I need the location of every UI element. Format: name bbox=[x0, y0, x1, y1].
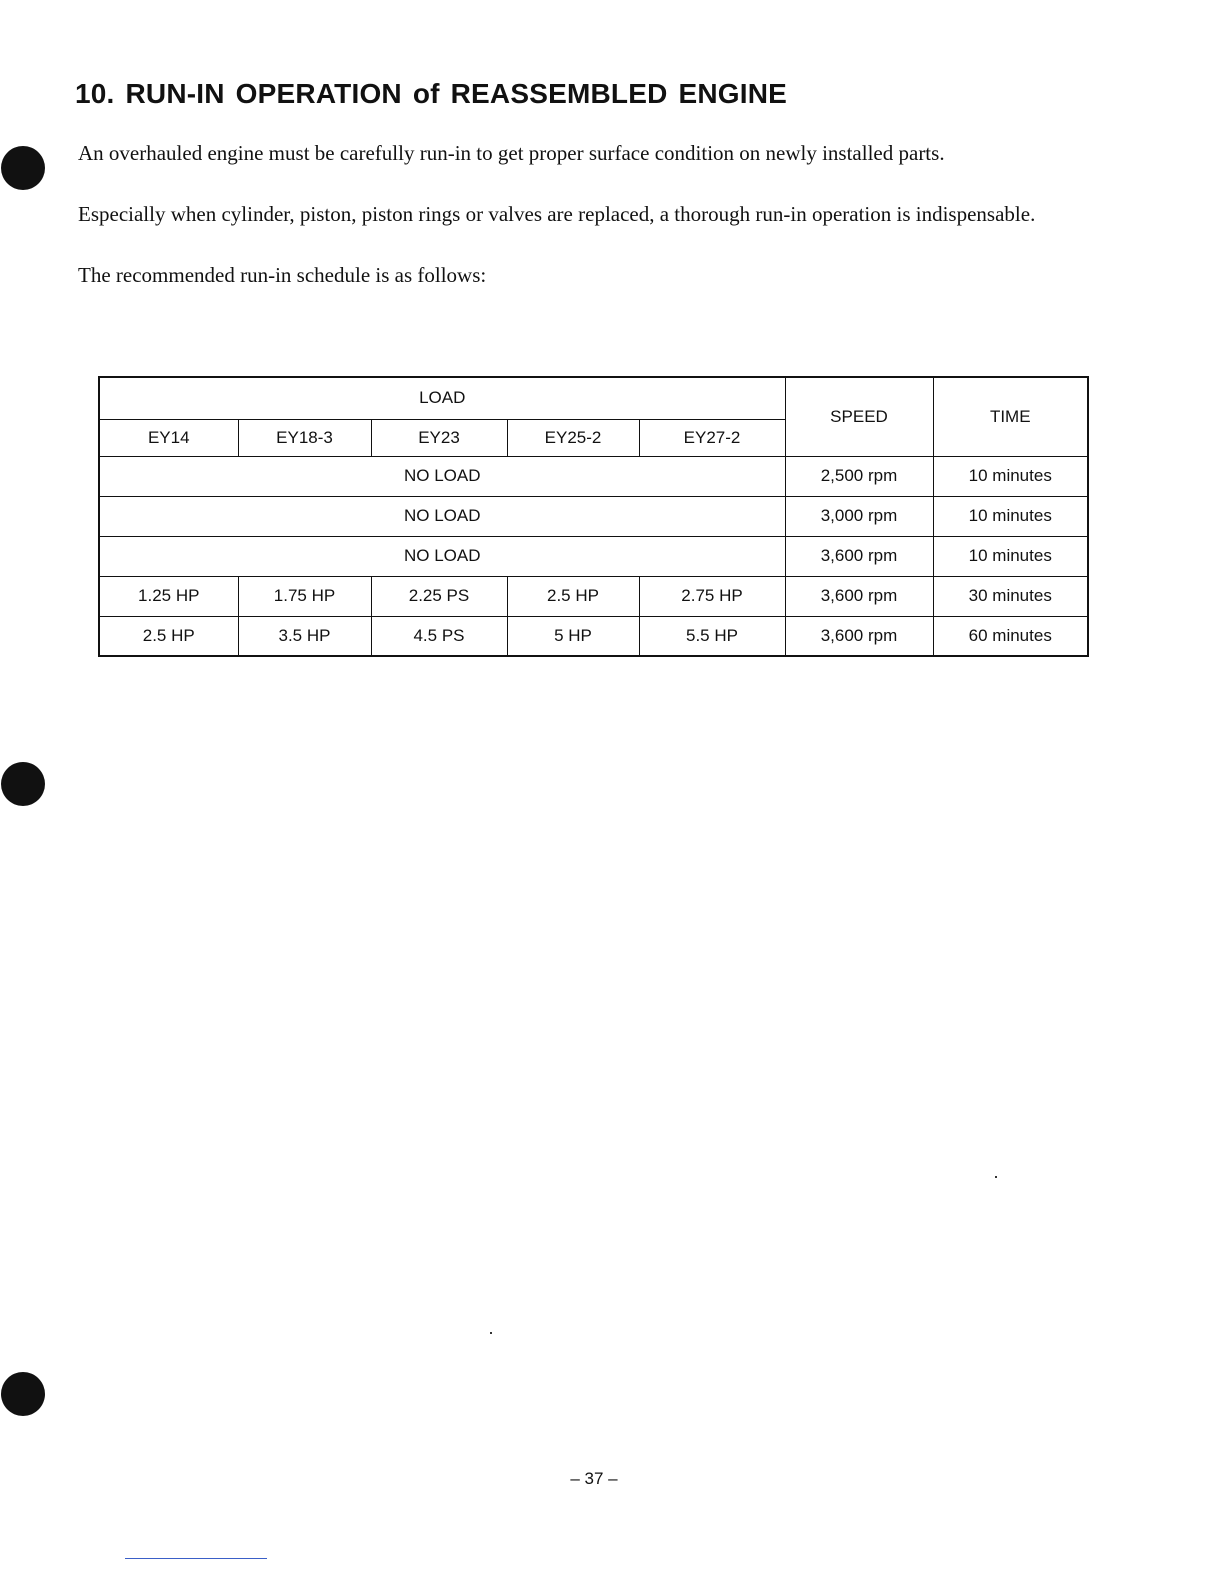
page-number: – 37 – bbox=[570, 1469, 618, 1488]
speed-cell: 2,500 rpm bbox=[785, 456, 933, 496]
paragraph-overhaul: An overhauled engine must be carefully run-in to get proper surface condition on newly installed parts. bbox=[78, 141, 945, 165]
load-value-cell: 1.75 HP bbox=[238, 576, 371, 616]
table-row bbox=[99, 616, 1088, 656]
model-header: EY23 bbox=[371, 419, 507, 456]
time-cell: 10 minutes bbox=[933, 456, 1088, 496]
binder-hole-top bbox=[1, 146, 45, 190]
load-value-cell: 5 HP bbox=[507, 616, 639, 656]
binder-hole-middle bbox=[1, 762, 45, 806]
speed-header: SPEED bbox=[785, 377, 933, 456]
scan-underline-mark bbox=[125, 1558, 267, 1559]
no-load-cell: NO LOAD bbox=[99, 456, 785, 496]
time-cell: 10 minutes bbox=[933, 536, 1088, 576]
scan-speck bbox=[995, 1176, 997, 1178]
scan-speck bbox=[490, 1332, 492, 1334]
time-cell: 60 minutes bbox=[933, 616, 1088, 656]
load-value-cell: 2.75 HP bbox=[639, 576, 785, 616]
run-in-schedule-table bbox=[98, 376, 1089, 657]
table-row bbox=[99, 456, 1088, 496]
model-header: EY18-3 bbox=[238, 419, 371, 456]
load-header: LOAD bbox=[99, 377, 785, 419]
no-load-cell: NO LOAD bbox=[99, 496, 785, 536]
table-row bbox=[99, 536, 1088, 576]
speed-cell: 3,600 rpm bbox=[785, 576, 933, 616]
time-cell: 30 minutes bbox=[933, 576, 1088, 616]
load-value-cell: 3.5 HP bbox=[238, 616, 371, 656]
time-cell: 10 minutes bbox=[933, 496, 1088, 536]
load-value-cell: 2.5 HP bbox=[99, 616, 238, 656]
paragraph-replacement: Especially when cylinder, piston, piston rings or valves are replaced, a thorough run-in operation is indispensable. bbox=[78, 202, 1036, 226]
binder-hole-bottom bbox=[1, 1372, 45, 1416]
speed-cell: 3,600 rpm bbox=[785, 536, 933, 576]
load-value-cell: 5.5 HP bbox=[639, 616, 785, 656]
speed-cell: 3,000 rpm bbox=[785, 496, 933, 536]
model-header: EY25-2 bbox=[507, 419, 639, 456]
time-header: TIME bbox=[933, 377, 1088, 456]
load-value-cell: 1.25 HP bbox=[99, 576, 238, 616]
section-heading: 10. RUN-IN OPERATION of REASSEMBLED ENGINE bbox=[75, 78, 788, 109]
table-row bbox=[99, 496, 1088, 536]
model-header: EY14 bbox=[99, 419, 238, 456]
paragraph-schedule-intro: The recommended run-in schedule is as follows: bbox=[78, 263, 487, 287]
load-value-cell: 2.5 HP bbox=[507, 576, 639, 616]
model-header: EY27-2 bbox=[639, 419, 785, 456]
table-row bbox=[99, 576, 1088, 616]
table-header-row bbox=[99, 377, 1088, 419]
speed-cell: 3,600 rpm bbox=[785, 616, 933, 656]
no-load-cell: NO LOAD bbox=[99, 536, 785, 576]
load-value-cell: 4.5 PS bbox=[371, 616, 507, 656]
load-value-cell: 2.25 PS bbox=[371, 576, 507, 616]
